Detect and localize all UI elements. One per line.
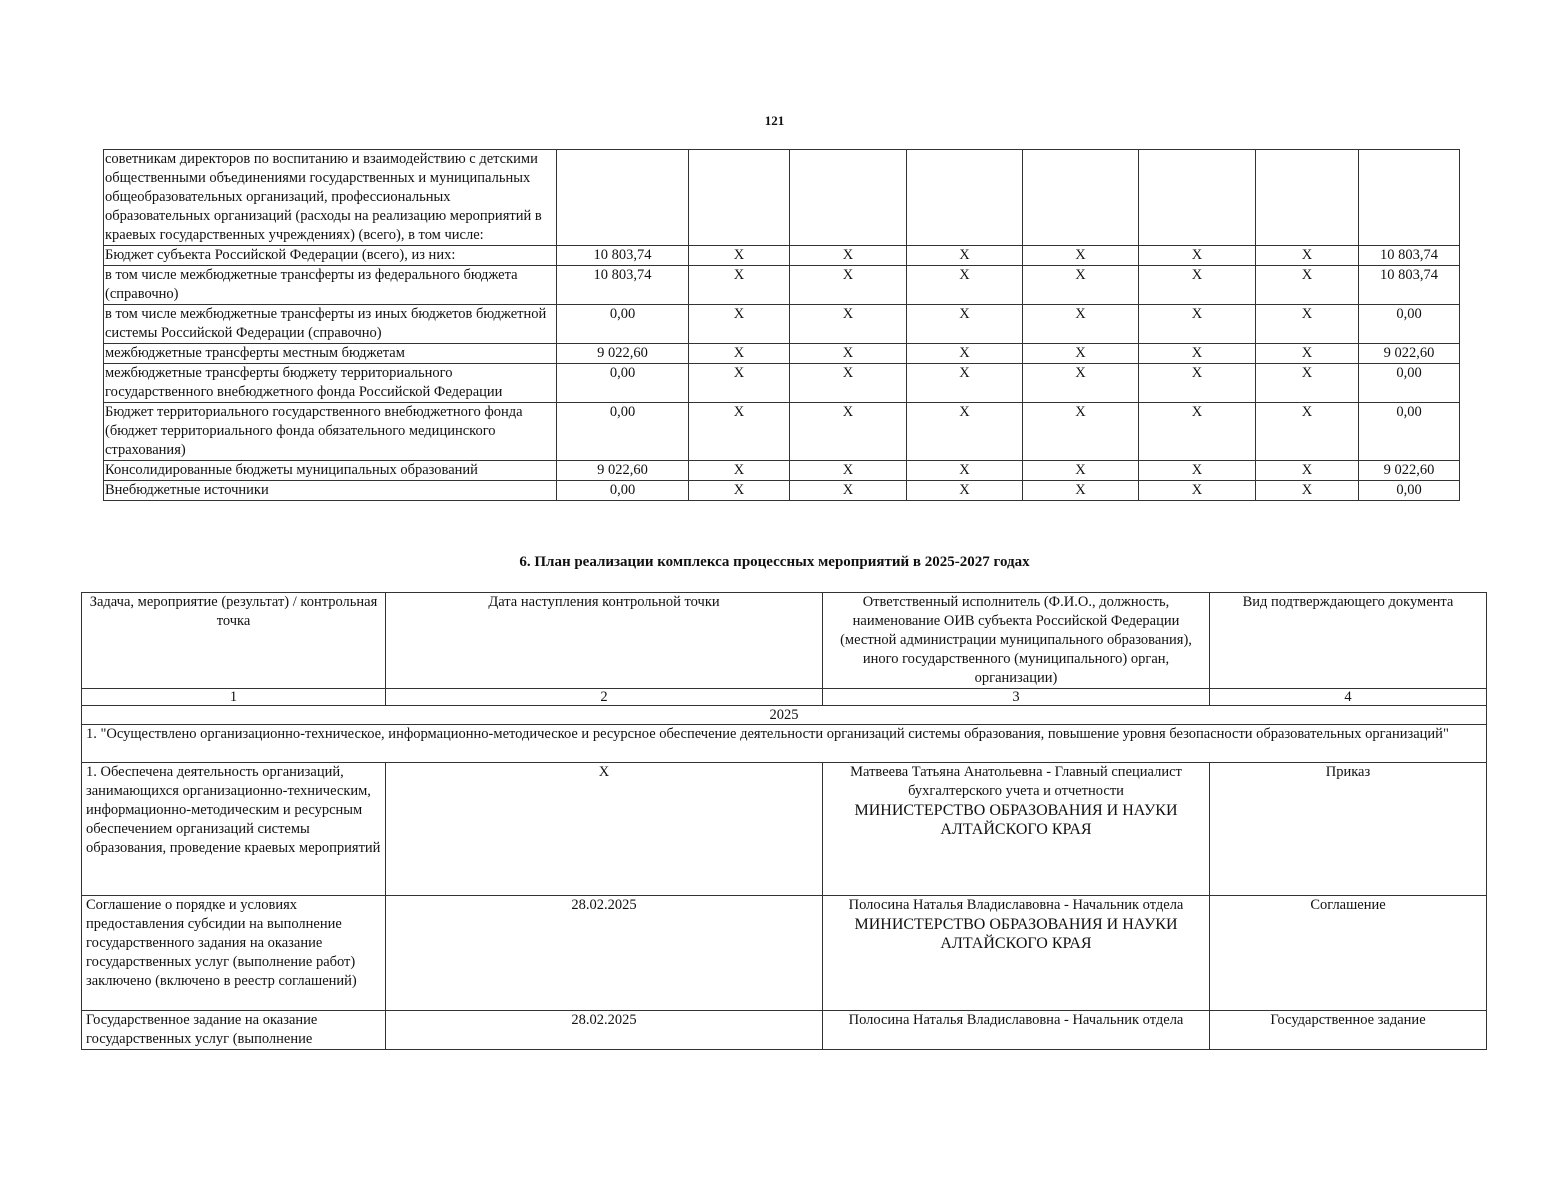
row-label: межбюджетные трансферты бюджету территориального государственного внебюджетного фонда Российской Федерации xyxy=(104,364,557,403)
cell-x: X xyxy=(1256,403,1359,461)
column-number: 2 xyxy=(386,689,823,706)
value-2025 xyxy=(557,150,689,246)
cell-x: X xyxy=(907,461,1023,481)
task-label: 1. "Осуществлено организационно-техническое, информационно-методическое и ресурсное обеспечение деятельности организаций системы образования, повышение уровня безопасности образовательных организаций" xyxy=(82,725,1487,763)
plan-item: Государственное задание на оказание государственных услуг (выполнение xyxy=(82,1011,386,1050)
row-label: Бюджет территориального государственного внебюджетного фонда (бюджет территориального фонда обязательного медицинского страхования) xyxy=(104,403,557,461)
cell-x xyxy=(790,150,907,246)
cell-x: X xyxy=(790,403,907,461)
value-2025: 0,00 xyxy=(557,403,689,461)
cell-x: X xyxy=(1139,266,1256,305)
cell-x: X xyxy=(1256,246,1359,266)
row-label: в том числе межбюджетные трансферты из иных бюджетов бюджетной системы Российской Федерации (справочно) xyxy=(104,305,557,344)
cell-x: X xyxy=(790,344,907,364)
cell-x xyxy=(1256,150,1359,246)
cell-x: X xyxy=(790,364,907,403)
year-row xyxy=(82,706,1487,725)
cell-x: X xyxy=(689,305,790,344)
plan-row xyxy=(82,896,1487,1011)
cell-x: X xyxy=(907,266,1023,305)
cell-x: X xyxy=(1023,481,1139,501)
cell-x: X xyxy=(1139,344,1256,364)
cell-x: X xyxy=(1256,266,1359,305)
cell-x: X xyxy=(790,266,907,305)
row-label: межбюджетные трансферты местным бюджетам xyxy=(104,344,557,364)
value-total: 10 803,74 xyxy=(1359,246,1460,266)
cell-x: X xyxy=(689,403,790,461)
value-2025: 0,00 xyxy=(557,481,689,501)
cell-x: X xyxy=(1256,461,1359,481)
cell-x: X xyxy=(907,305,1023,344)
row-label: советникам директоров по воспитанию и взаимодействию с детскими общественными объединениями государственных и муниципальных общеобразовательных организаций, профессиональных образовательных организаций (расходы на реализацию мероприятий в краевых государственных учреждениях) (всего), в том числе: xyxy=(104,150,557,246)
header-responsible: Ответственный исполнитель (Ф.И.О., должность, наименование ОИВ субъекта Российской Федерации (местной администрации муниципального образования), иного государственного (муниципального) орган, организации) xyxy=(823,593,1210,689)
header-document: Вид подтверждающего документа xyxy=(1210,593,1487,689)
cell-x xyxy=(689,150,790,246)
cell-x: X xyxy=(689,364,790,403)
plan-document: Государственное задание xyxy=(1210,1011,1487,1050)
cell-x: X xyxy=(1256,344,1359,364)
finance-row xyxy=(104,305,1460,344)
cell-x: X xyxy=(689,481,790,501)
finance-row xyxy=(104,481,1460,501)
column-number: 3 xyxy=(823,689,1210,706)
column-number: 1 xyxy=(82,689,386,706)
responsible-org: МИНИСТЕРСТВО ОБРАЗОВАНИЯ И НАУКИ АЛТАЙСКОГО КРАЯ xyxy=(854,916,1178,952)
cell-x: X xyxy=(1023,305,1139,344)
page-number: 121 xyxy=(764,113,785,128)
value-total: 0,00 xyxy=(1359,403,1460,461)
cell-x: X xyxy=(790,481,907,501)
cell-x: X xyxy=(1139,246,1256,266)
cell-x: X xyxy=(1256,364,1359,403)
value-2025: 9 022,60 xyxy=(557,461,689,481)
cell-x: X xyxy=(907,246,1023,266)
finance-table xyxy=(103,149,1460,501)
cell-x xyxy=(907,150,1023,246)
row-label: Внебюджетные источники xyxy=(104,481,557,501)
cell-x: X xyxy=(790,246,907,266)
plan-header-row xyxy=(82,593,1487,689)
plan-item: 1. Обеспечена деятельность организаций, занимающихся организационно-техническим, информационно-методическим и ресурсным обеспечением организаций системы образования, проведение краевых мероприятий xyxy=(82,763,386,896)
cell-x: X xyxy=(1256,305,1359,344)
finance-row xyxy=(104,364,1460,403)
plan-date: 28.02.2025 xyxy=(386,1011,823,1050)
value-2025: 9 022,60 xyxy=(557,344,689,364)
cell-x: X xyxy=(1139,481,1256,501)
cell-x: X xyxy=(907,364,1023,403)
finance-row xyxy=(104,403,1460,461)
responsible-person: Полосина Наталья Владиславовна - Начальник отдела xyxy=(848,897,1184,913)
cell-x: X xyxy=(1139,403,1256,461)
plan-responsible xyxy=(823,1011,1210,1050)
responsible-person: Матвеева Татьяна Анатольевна - Главный специалист бухгалтерского учета и отчетности xyxy=(850,764,1182,799)
header-date: Дата наступления контрольной точки xyxy=(386,593,823,689)
value-total: 9 022,60 xyxy=(1359,344,1460,364)
cell-x: X xyxy=(1023,461,1139,481)
value-total xyxy=(1359,150,1460,246)
value-total: 0,00 xyxy=(1359,305,1460,344)
cell-x: X xyxy=(1139,305,1256,344)
cell-x: X xyxy=(689,246,790,266)
cell-x: X xyxy=(689,461,790,481)
cell-x: X xyxy=(1023,246,1139,266)
cell-x xyxy=(1139,150,1256,246)
year-label: 2025 xyxy=(82,706,1487,725)
row-label: Консолидированные бюджеты муниципальных образований xyxy=(104,461,557,481)
value-total: 0,00 xyxy=(1359,364,1460,403)
finance-row xyxy=(104,150,1460,246)
value-total: 10 803,74 xyxy=(1359,266,1460,305)
task-row xyxy=(82,725,1487,763)
finance-row xyxy=(104,246,1460,266)
cell-x: X xyxy=(689,266,790,305)
value-2025: 10 803,74 xyxy=(557,246,689,266)
cell-x: X xyxy=(1139,364,1256,403)
cell-x: X xyxy=(907,481,1023,501)
header-task: Задача, мероприятие (результат) / контрольная точка xyxy=(82,593,386,689)
plan-table xyxy=(81,592,1487,1050)
value-2025: 0,00 xyxy=(557,305,689,344)
finance-row xyxy=(104,461,1460,481)
cell-x xyxy=(1023,150,1139,246)
plan-date: 28.02.2025 xyxy=(386,896,823,1011)
responsible-org: МИНИСТЕРСТВО ОБРАЗОВАНИЯ И НАУКИ АЛТАЙСКОГО КРАЯ xyxy=(854,802,1178,838)
value-total: 9 022,60 xyxy=(1359,461,1460,481)
plan-document: Приказ xyxy=(1210,763,1487,896)
cell-x: X xyxy=(790,305,907,344)
cell-x: X xyxy=(1139,461,1256,481)
cell-x: X xyxy=(1256,481,1359,501)
value-total: 0,00 xyxy=(1359,481,1460,501)
plan-item: Соглашение о порядке и условиях предоставления субсидии на выполнение государственного задания на оказание государственных услуг (выполнение работ) заключено (включено в реестр соглашений) xyxy=(82,896,386,1011)
value-2025: 10 803,74 xyxy=(557,266,689,305)
cell-x: X xyxy=(1023,344,1139,364)
finance-row xyxy=(104,266,1460,305)
column-number-row xyxy=(82,689,1487,706)
value-2025: 0,00 xyxy=(557,364,689,403)
row-label: Бюджет субъекта Российской Федерации (всего), из них: xyxy=(104,246,557,266)
cell-x: X xyxy=(1023,266,1139,305)
column-number: 4 xyxy=(1210,689,1487,706)
plan-responsible xyxy=(823,763,1210,896)
plan-row xyxy=(82,1011,1487,1050)
responsible-person: Полосина Наталья Владиславовна - Начальник отдела xyxy=(848,1012,1184,1028)
cell-x: X xyxy=(689,344,790,364)
cell-x: X xyxy=(1023,403,1139,461)
plan-row xyxy=(82,763,1487,896)
cell-x: X xyxy=(907,403,1023,461)
plan-document: Соглашение xyxy=(1210,896,1487,1011)
cell-x: X xyxy=(907,344,1023,364)
row-label: в том числе межбюджетные трансферты из федерального бюджета (справочно) xyxy=(104,266,557,305)
cell-x: X xyxy=(1023,364,1139,403)
section-title: 6. План реализации комплекса процессных мероприятий в 2025-2027 годах xyxy=(519,554,1030,570)
plan-responsible xyxy=(823,896,1210,1011)
plan-date: X xyxy=(386,763,823,896)
cell-x: X xyxy=(790,461,907,481)
finance-row xyxy=(104,344,1460,364)
